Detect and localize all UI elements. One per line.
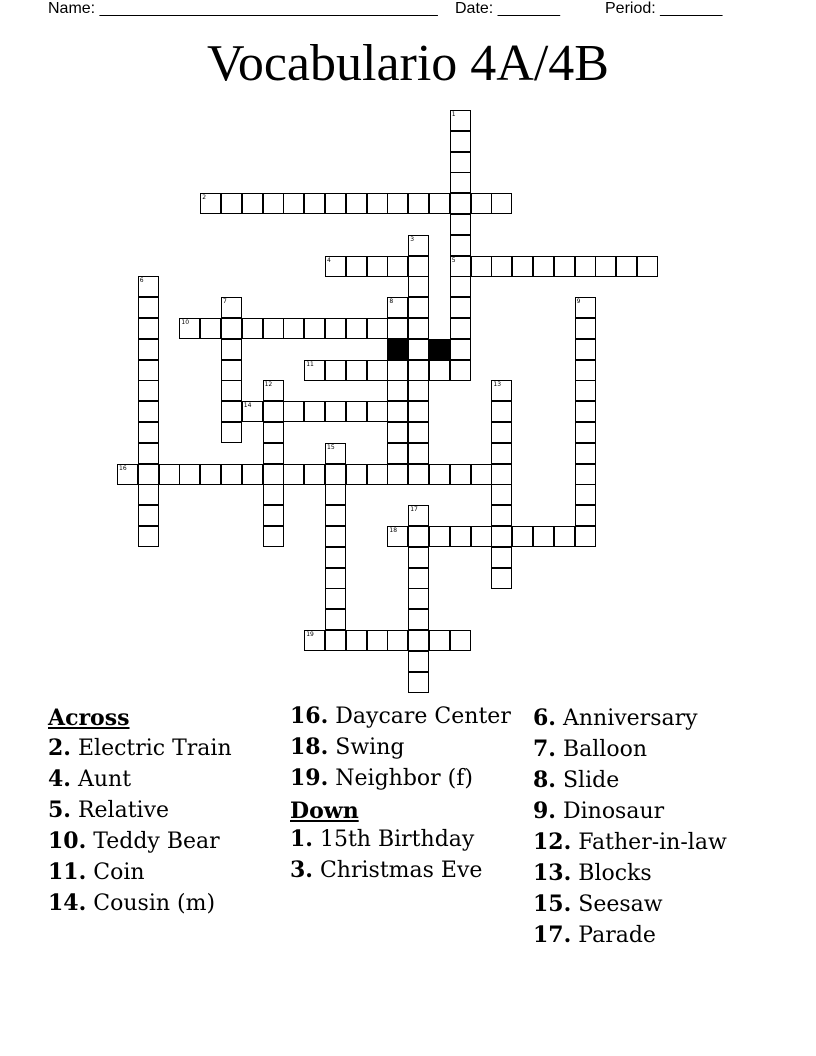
crossword-cell[interactable] — [263, 380, 284, 401]
crossword-cell[interactable] — [408, 256, 429, 277]
crossword-cell[interactable] — [450, 152, 471, 173]
crossword-cell[interactable] — [429, 360, 450, 381]
crossword-cell[interactable] — [263, 484, 284, 505]
crossword-cell[interactable] — [450, 172, 471, 193]
crossword-cell[interactable] — [429, 193, 450, 214]
clue-item — [533, 703, 793, 734]
clue-text: Electric Train — [77, 736, 232, 761]
clue-column-2 — [290, 703, 530, 888]
crossword-cell[interactable] — [159, 464, 180, 485]
clue-item — [290, 826, 530, 853]
crossword-cell[interactable] — [138, 526, 159, 547]
clue-item — [533, 765, 793, 796]
clue-number: 3. — [290, 857, 313, 883]
clue-item — [48, 888, 283, 919]
crossword-cell[interactable] — [491, 526, 512, 547]
crossword-cell[interactable] — [575, 422, 596, 443]
crossword-cell[interactable] — [346, 360, 367, 381]
crossword-cell[interactable] — [450, 526, 471, 547]
crossword-cell[interactable] — [325, 588, 346, 609]
clue-number-label: 4 — [327, 256, 331, 264]
crossword-cell[interactable] — [325, 443, 346, 464]
crossword-cell[interactable] — [117, 464, 138, 485]
crossword-cell[interactable] — [325, 360, 346, 381]
crossword-cell[interactable] — [575, 318, 596, 339]
period-field-label: Period: _______ — [605, 0, 723, 17]
crossword-cell[interactable] — [200, 464, 221, 485]
crossword-cell[interactable] — [491, 380, 512, 401]
crossword-cell[interactable] — [450, 360, 471, 381]
clue-text: Anniversary — [562, 706, 698, 731]
crossword-cell[interactable] — [283, 318, 304, 339]
crossword-cell[interactable] — [450, 110, 471, 131]
crossword-cell[interactable] — [595, 256, 616, 277]
crossword-cell[interactable] — [387, 422, 408, 443]
crossword-cell[interactable] — [471, 464, 492, 485]
clue-number-label: 2 — [202, 194, 207, 202]
crossword-cell[interactable] — [408, 380, 429, 401]
crossword-cell[interactable] — [450, 214, 471, 235]
crossword-cell[interactable] — [138, 276, 159, 297]
clue-text: Teddy Bear — [93, 829, 220, 854]
crossword-block-cell — [387, 339, 408, 360]
crossword-cell[interactable] — [408, 672, 429, 693]
crossword-cell[interactable] — [387, 464, 408, 485]
clue-text: Swing — [335, 735, 405, 760]
crossword-cell[interactable] — [138, 339, 159, 360]
clue-number-label: 9 — [576, 298, 581, 306]
crossword-cell[interactable] — [325, 568, 346, 589]
crossword-cell[interactable] — [242, 401, 263, 422]
crossword-cell[interactable] — [429, 464, 450, 485]
clue-column-1 — [48, 703, 283, 919]
clue-number-label: 1 — [451, 111, 456, 118]
crossword-cell[interactable] — [346, 464, 367, 485]
crossword-cell[interactable] — [387, 360, 408, 381]
crossword-cell[interactable] — [408, 235, 429, 256]
crossword-cell[interactable] — [263, 443, 284, 464]
crossword-cell[interactable] — [471, 256, 492, 277]
clue-text: Father-in-law — [578, 830, 727, 855]
crossword-cell[interactable] — [408, 651, 429, 672]
crossword-cell[interactable] — [491, 464, 512, 485]
crossword-cell[interactable] — [138, 443, 159, 464]
clue-text: Slide — [562, 768, 620, 793]
clue-number-label: 16 — [119, 464, 127, 472]
clue-item — [290, 703, 530, 730]
clue-number-label: 3 — [410, 235, 415, 243]
crossword-cell[interactable] — [408, 588, 429, 609]
clue-text: Coin — [93, 860, 145, 885]
crossword-cell[interactable] — [221, 360, 242, 381]
clue-item — [48, 857, 283, 888]
crossword-cell[interactable] — [491, 505, 512, 526]
crossword-cell[interactable] — [263, 401, 284, 422]
crossword-cell[interactable] — [367, 464, 388, 485]
crossword-cell[interactable] — [304, 401, 325, 422]
crossword-cell[interactable] — [408, 505, 429, 526]
clue-number: 19. — [290, 765, 329, 791]
crossword-cell[interactable] — [221, 297, 242, 318]
crossword-cell[interactable] — [263, 464, 284, 485]
clue-text: Christmas Eve — [319, 858, 483, 883]
crossword-cell[interactable] — [263, 318, 284, 339]
crossword-cell[interactable] — [491, 193, 512, 214]
clue-number: 13. — [533, 860, 572, 886]
crossword-cell[interactable] — [367, 630, 388, 651]
crossword-cell[interactable] — [408, 464, 429, 485]
crossword-cell[interactable] — [221, 318, 242, 339]
crossword-cell[interactable] — [575, 297, 596, 318]
crossword-cell[interactable] — [283, 401, 304, 422]
crossword-cell[interactable] — [242, 464, 263, 485]
clue-number: 8. — [533, 767, 556, 793]
clue-number-label: 14 — [243, 402, 252, 410]
crossword-cell[interactable] — [325, 401, 346, 422]
crossword-cell[interactable] — [408, 568, 429, 589]
crossword-cell[interactable] — [491, 547, 512, 568]
crossword-cell[interactable] — [179, 464, 200, 485]
crossword-cell[interactable] — [637, 256, 658, 277]
crossword-cell[interactable] — [367, 401, 388, 422]
crossword-cell[interactable] — [138, 360, 159, 381]
crossword-cell[interactable] — [138, 318, 159, 339]
crossword-cell[interactable] — [408, 443, 429, 464]
clue-item — [533, 734, 793, 765]
clue-item — [290, 765, 530, 792]
clue-number: 1. — [290, 826, 313, 852]
crossword-cell[interactable] — [491, 568, 512, 589]
crossword-cell[interactable] — [533, 256, 554, 277]
clue-number: 6. — [533, 705, 556, 731]
crossword-cell[interactable] — [512, 526, 533, 547]
crossword-cell[interactable] — [554, 256, 575, 277]
clue-number: 18. — [290, 734, 329, 760]
clue-number: 4. — [48, 766, 71, 792]
crossword-cell[interactable] — [387, 297, 408, 318]
crossword-cell[interactable] — [325, 630, 346, 651]
crossword-cell[interactable] — [304, 630, 325, 651]
clue-number-label: 13 — [493, 381, 502, 389]
clue-number: 14. — [48, 890, 87, 916]
clue-number: 5. — [48, 797, 71, 823]
crossword-cell[interactable] — [408, 318, 429, 339]
clue-item — [533, 796, 793, 827]
clue-item — [290, 857, 530, 884]
crossword-cell[interactable] — [408, 276, 429, 297]
crossword-cell[interactable] — [575, 443, 596, 464]
crossword-cell[interactable] — [221, 193, 242, 214]
clue-number: 17. — [533, 922, 572, 948]
clue-number: 2. — [48, 735, 71, 761]
name-field-label: Name: ______________________________________ — [48, 0, 438, 17]
clue-number-label: 7 — [223, 298, 227, 306]
crossword-cell[interactable] — [575, 339, 596, 360]
crossword-cell[interactable] — [387, 318, 408, 339]
crossword-cell[interactable] — [200, 193, 221, 214]
crossword-cell[interactable] — [138, 380, 159, 401]
crossword-cell[interactable] — [367, 256, 388, 277]
crossword-cell[interactable] — [491, 484, 512, 505]
date-field-label: Date: _______ — [455, 0, 560, 17]
crossword-cell[interactable] — [429, 526, 450, 547]
crossword-cell[interactable] — [450, 256, 471, 277]
clue-item — [533, 889, 793, 920]
crossword-cell[interactable] — [575, 360, 596, 381]
crossword-cell[interactable] — [283, 464, 304, 485]
crossword-cell[interactable] — [325, 193, 346, 214]
crossword-cell[interactable] — [346, 401, 367, 422]
crossword-cell[interactable] — [450, 464, 471, 485]
crossword-cell[interactable] — [304, 193, 325, 214]
crossword-cell[interactable] — [450, 297, 471, 318]
crossword-cell[interactable] — [138, 484, 159, 505]
crossword-cell[interactable] — [221, 401, 242, 422]
crossword-cell[interactable] — [242, 193, 263, 214]
crossword-cell[interactable] — [450, 235, 471, 256]
crossword-cell[interactable] — [263, 505, 284, 526]
clue-text: Cousin (m) — [93, 891, 216, 916]
clue-number: 10. — [48, 828, 87, 854]
crossword-cell[interactable] — [387, 443, 408, 464]
crossword-cell[interactable] — [408, 422, 429, 443]
clue-text: Blocks — [578, 861, 652, 886]
crossword-cell[interactable] — [575, 256, 596, 277]
crossword-cell[interactable] — [471, 193, 492, 214]
crossword-cell[interactable] — [346, 193, 367, 214]
clue-text: Dinosaur — [562, 799, 665, 824]
crossword-cell[interactable] — [367, 360, 388, 381]
crossword-cell[interactable] — [491, 422, 512, 443]
clue-text: Aunt — [77, 767, 132, 792]
clue-number-label: 18 — [389, 527, 398, 534]
crossword-cell[interactable] — [387, 256, 408, 277]
crossword-cell[interactable] — [325, 547, 346, 568]
clue-number-label: 15 — [327, 443, 335, 451]
crossword-cell[interactable] — [387, 380, 408, 401]
crossword-cell[interactable] — [325, 526, 346, 547]
crossword-cell[interactable] — [450, 630, 471, 651]
clue-number-label: 19 — [306, 631, 314, 638]
clue-item — [533, 858, 793, 889]
crossword-cell[interactable] — [221, 422, 242, 443]
clue-item — [48, 795, 283, 826]
crossword-cell[interactable] — [408, 526, 429, 547]
clue-number: 12. — [533, 829, 572, 855]
crossword-cell[interactable] — [533, 526, 554, 547]
crossword-cell[interactable] — [138, 422, 159, 443]
crossword-cell[interactable] — [346, 318, 367, 339]
crossword-cell[interactable] — [491, 443, 512, 464]
clue-number-label: 12 — [264, 381, 273, 389]
page-title: Vocabulario 4A/4B — [207, 35, 609, 92]
crossword-cell[interactable] — [575, 484, 596, 505]
crossword-cell[interactable] — [387, 526, 408, 547]
clue-number: 15. — [533, 891, 572, 917]
clue-item — [48, 826, 283, 857]
crossword-cell[interactable] — [242, 318, 263, 339]
crossword-cell[interactable] — [491, 256, 512, 277]
clue-number-label: 17 — [410, 506, 418, 514]
clue-number: 9. — [533, 798, 556, 824]
crossword-cell[interactable] — [304, 360, 325, 381]
crossword-cell[interactable] — [450, 131, 471, 152]
crossword-cell[interactable] — [616, 256, 637, 277]
crossword-cell[interactable] — [221, 464, 242, 485]
clue-text: 15th Birthday — [319, 827, 475, 852]
crossword-cell[interactable] — [450, 318, 471, 339]
crossword-cell[interactable] — [367, 318, 388, 339]
crossword-cell[interactable] — [200, 318, 221, 339]
crossword-cell[interactable] — [408, 360, 429, 381]
crossword-cell[interactable] — [367, 193, 388, 214]
crossword-cell[interactable] — [304, 318, 325, 339]
crossword-cell[interactable] — [325, 609, 346, 630]
crossword-cell[interactable] — [263, 422, 284, 443]
clue-text: Seesaw — [578, 892, 663, 917]
clue-text: Parade — [578, 923, 656, 948]
crossword-cell[interactable] — [221, 339, 242, 360]
crossword-cell[interactable] — [387, 630, 408, 651]
clue-text: Daycare Center — [335, 704, 511, 729]
clue-number: 11. — [48, 859, 87, 885]
crossword-cell[interactable] — [575, 505, 596, 526]
crossword-cell[interactable] — [408, 630, 429, 651]
crossword-cell[interactable] — [512, 256, 533, 277]
clue-text: Neighbor (f) — [335, 766, 473, 791]
crossword-cell[interactable] — [346, 256, 367, 277]
across-heading: Across — [48, 705, 130, 731]
clue-text: Relative — [77, 798, 170, 823]
crossword-cell[interactable] — [325, 484, 346, 505]
crossword-cell[interactable] — [408, 193, 429, 214]
crossword-cell[interactable] — [575, 401, 596, 422]
crossword-cell[interactable] — [304, 464, 325, 485]
clue-number: 16. — [290, 703, 329, 729]
crossword-cell[interactable] — [138, 401, 159, 422]
crossword-cell[interactable] — [408, 297, 429, 318]
crossword-cell[interactable] — [325, 318, 346, 339]
clue-item — [290, 734, 530, 761]
crossword-cell[interactable] — [179, 318, 200, 339]
clue-number-label: 11 — [306, 360, 314, 368]
clue-text: Balloon — [562, 737, 647, 762]
crossword-cell[interactable] — [575, 526, 596, 547]
clue-item — [48, 733, 283, 764]
clue-number-label: 10 — [181, 319, 190, 326]
crossword-cell[interactable] — [408, 401, 429, 422]
crossword-cell[interactable] — [138, 297, 159, 318]
clue-number: 7. — [533, 736, 556, 762]
crossword-cell[interactable] — [408, 609, 429, 630]
crossword-cell[interactable] — [138, 464, 159, 485]
clue-item — [533, 920, 793, 951]
crossword-cell[interactable] — [450, 339, 471, 360]
crossword-cell[interactable] — [429, 630, 450, 651]
crossword-block-cell — [429, 339, 450, 360]
clue-item — [533, 827, 793, 858]
crossword-cell[interactable] — [554, 526, 575, 547]
crossword-cell[interactable] — [387, 401, 408, 422]
crossword-cell[interactable] — [283, 193, 304, 214]
crossword-cell[interactable] — [491, 401, 512, 422]
crossword-cell[interactable] — [263, 526, 284, 547]
crossword-cell[interactable] — [325, 505, 346, 526]
crossword-cell[interactable] — [263, 193, 284, 214]
crossword-cell[interactable] — [221, 380, 242, 401]
clue-number-label: 8 — [389, 298, 394, 306]
crossword-cell[interactable] — [450, 193, 471, 214]
crossword-cell[interactable] — [387, 193, 408, 214]
crossword-cell[interactable] — [138, 505, 159, 526]
clue-column-3 — [533, 703, 793, 951]
clue-number-label: 6 — [139, 277, 144, 285]
crossword-cell[interactable] — [450, 276, 471, 297]
clue-item — [48, 764, 283, 795]
crossword-cell[interactable] — [325, 256, 346, 277]
crossword-cell[interactable] — [408, 547, 429, 568]
crossword-cell[interactable] — [471, 526, 492, 547]
crossword-cell[interactable] — [408, 339, 429, 360]
clue-number-label: 5 — [451, 256, 456, 264]
crossword-cell[interactable] — [575, 380, 596, 401]
crossword-cell[interactable] — [575, 464, 596, 485]
crossword-cell[interactable] — [325, 464, 346, 485]
crossword-cell[interactable] — [346, 630, 367, 651]
down-heading: Down — [290, 798, 359, 824]
